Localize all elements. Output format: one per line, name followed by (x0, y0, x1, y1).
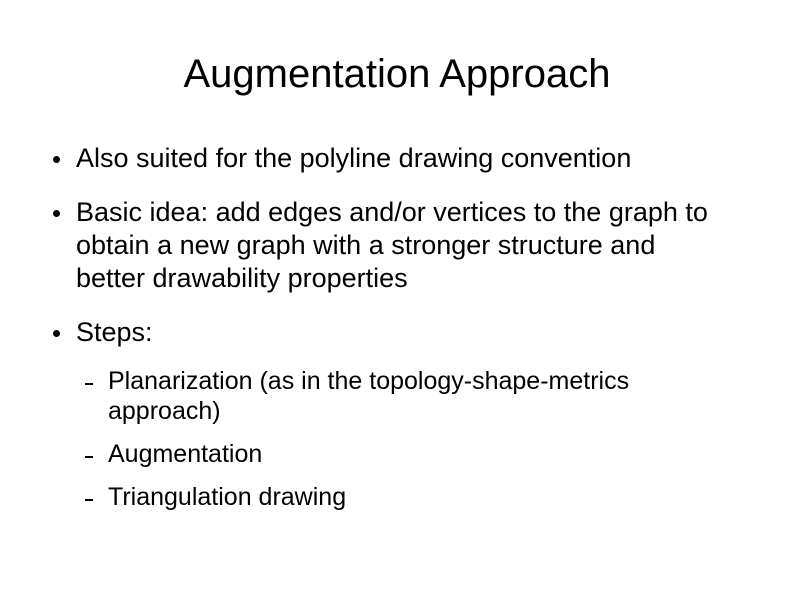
dash-icon (85, 456, 93, 458)
sub-bullet-text: Triangulation drawing (108, 483, 347, 511)
bullet-dot-icon (53, 210, 60, 217)
bullet-item (52, 142, 752, 175)
bullet-item (52, 196, 716, 295)
bullet-dot-icon (53, 330, 60, 337)
sub-bullet-text: Augmentation (108, 440, 263, 468)
bullet-list (52, 138, 752, 512)
sub-bullet-item (52, 366, 728, 426)
bullet-text: Also suited for the polyline drawing convention (76, 143, 632, 173)
slide-title: Augmentation Approach (183, 52, 611, 96)
dash-icon (85, 499, 93, 501)
sub-bullet-item (52, 439, 752, 469)
bullet-item (52, 316, 752, 349)
sub-bullet-text: Planarization (as in the topology-shape-metrics approach) (108, 367, 630, 425)
dash-icon (85, 383, 93, 385)
bullet-text: Steps: (76, 317, 153, 347)
sub-bullet-item (52, 482, 752, 512)
bullet-text: Basic idea: add edges and/or vertices to the graph to obtain a new graph with a stronger structure and better drawability properties (76, 197, 708, 293)
bullet-dot-icon (53, 156, 60, 163)
